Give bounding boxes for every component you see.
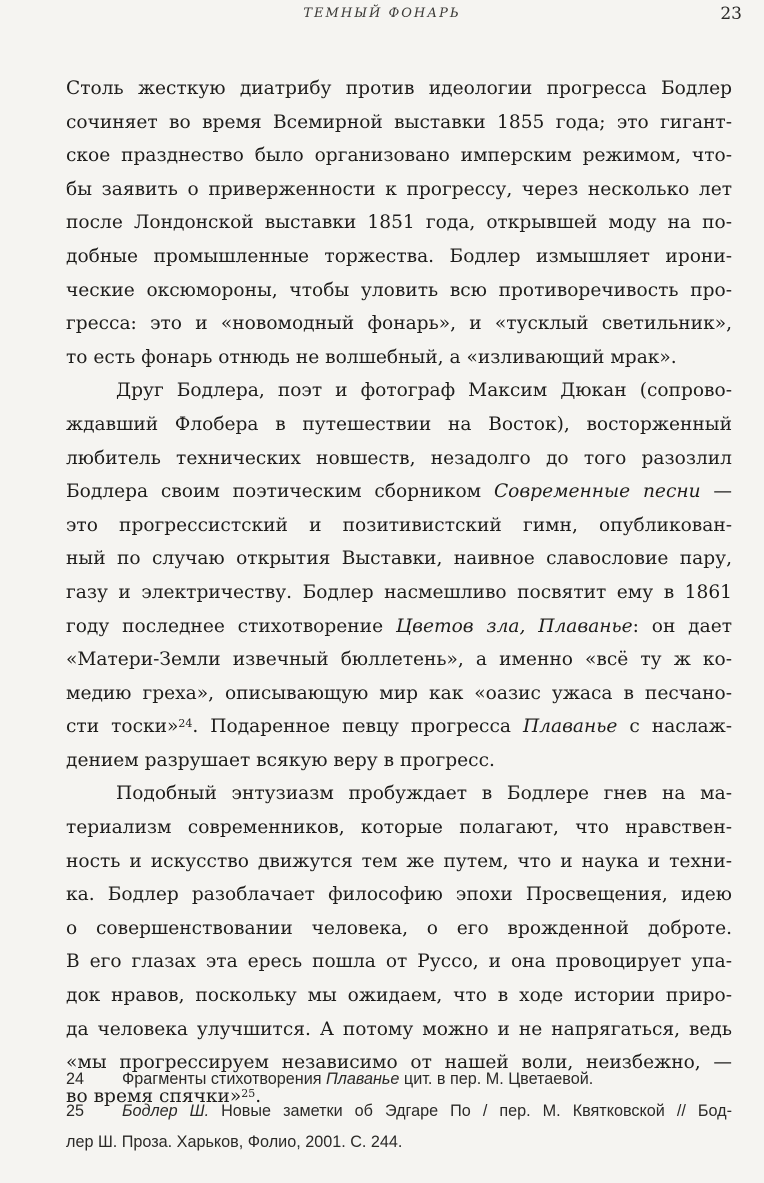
text-run: ское празднество было организовано имперским режимом, что-: [66, 145, 732, 167]
text-line: [66, 1013, 732, 1047]
text-line: [66, 274, 732, 308]
text-run: во время спячки»: [66, 1085, 242, 1107]
text-line: [66, 677, 732, 711]
text-run: териализм современников, которые полагают, что нравствен-: [66, 817, 732, 839]
footnote-number: 24: [66, 1070, 85, 1088]
text-line: [66, 442, 732, 476]
text-line: [66, 610, 732, 644]
text-run: да человека улучшится. А потому можно и не напрягаться, ведь: [66, 1018, 732, 1040]
text-run: лер Ш. Проза. Харьков, Фолио, 2001. С. 244.: [66, 1133, 403, 1151]
text-line: [66, 777, 732, 811]
text-run: Друг Бодлера, поэт и фотограф Максим Дюкан (сопрово-: [116, 380, 732, 402]
text-run: Новые заметки об Эдгаре По / пер. М. Квятковской // Бод-: [209, 1101, 732, 1120]
text-line: [66, 643, 732, 677]
text-run: после Лондонской выставки 1851 года, открывшей моду на по-: [66, 212, 732, 234]
text-run: ный по случаю открытия Выставки, наивное славословие пару,: [66, 548, 732, 570]
text-run: цит. в пер. М. Цветаевой.: [399, 1070, 594, 1088]
text-run: то есть фонарь отнюдь не волшебный, а «изливающий мрак».: [66, 346, 677, 368]
text-line: [66, 240, 732, 274]
text-run: ка. Бодлер разоблачает философию эпохи Просвещения, идею: [66, 884, 732, 906]
text-run: медию греха», описывающую мир как «оазис ужаса в песчано-: [66, 682, 732, 704]
footnote-line: [66, 1064, 732, 1096]
footnote: [66, 1096, 732, 1159]
text-line: [66, 475, 732, 509]
text-run: дением разрушает всякую веру в прогресс.: [66, 749, 495, 771]
text-run: любитель технических новшеств, незадолго до того разозлил: [66, 447, 732, 469]
text-run: Бодлера своим поэтическим сборником: [66, 481, 494, 503]
footnote: [66, 1064, 732, 1096]
text-run: ческие оксюмороны, чтобы уловить всю противоречивость про-: [66, 279, 732, 301]
italic-text: Современные песни: [493, 481, 701, 503]
footnote-reference[interactable]: 24: [178, 717, 193, 731]
italic-text: Плаванье: [326, 1070, 400, 1088]
text-line: [66, 542, 732, 576]
text-run: о совершенствовании человека, о его врожденной доброте.: [66, 917, 732, 939]
footnote-reference[interactable]: 25: [241, 1086, 256, 1100]
footnote-number: 25: [66, 1101, 85, 1120]
text-run: Подобный энтузиазм пробуждает в Бодлере гнев на ма-: [116, 783, 732, 805]
paragraph: [66, 374, 732, 777]
text-run: —: [700, 481, 732, 503]
italic-text: Цветов зла, Плаванье: [395, 615, 633, 637]
text-line: [66, 206, 732, 240]
text-run: док нравов, поскольку мы ожидаем, что в ходе истории приро-: [66, 985, 732, 1007]
footnotes: [66, 1064, 732, 1159]
text-run: бы заявить о приверженности к прогрессу, через несколько лет: [66, 178, 732, 200]
text-line: [66, 72, 732, 106]
text-run: году последнее стихотворение: [66, 615, 396, 637]
text-run: : он дает: [632, 615, 732, 637]
text-run: .: [255, 1085, 262, 1107]
text-line: [66, 173, 732, 207]
text-line: [66, 374, 732, 408]
text-run: ность и искусство движутся тем же путем, что и наука и техни-: [66, 850, 732, 872]
text-run: добные промышленные торжества. Бодлер измышляет ирони-: [66, 245, 732, 267]
text-line: [66, 408, 732, 442]
text-run: газу и электричеству. Бодлер насмешливо посвятит ему в 1861: [66, 581, 732, 603]
footnote-line: [66, 1096, 732, 1128]
text-run: «Матери-Земли извечный бюллетень», а именно «всё ту ж ко-: [66, 649, 732, 671]
body-text: [66, 72, 732, 1113]
italic-text: Плаванье: [522, 716, 618, 738]
text-line: [66, 744, 732, 778]
text-line: [66, 979, 732, 1013]
text-run: сти тоски»: [66, 716, 179, 738]
text-line: [66, 878, 732, 912]
text-run: гресса: это и «новомодный фонарь», и «тусклый светильник»,: [66, 313, 732, 335]
running-title: ТЕМНЫЙ ФОНАРЬ: [303, 6, 461, 21]
text-run: В его глазах эта ересь пошла от Руссо, и она провоцирует упа-: [66, 951, 732, 973]
text-line: [66, 710, 732, 744]
text-run: . Подаренное певцу прогресса: [192, 716, 523, 738]
text-run: сочиняет во время Всемирной выставки 1855 года; это гигант-: [66, 111, 732, 133]
text-line: [66, 307, 732, 341]
text-run: Фрагменты стихотворения: [122, 1070, 327, 1088]
text-run: Столь жесткую диатрибу против идеологии прогресса Бодлер: [66, 78, 732, 99]
paragraph: [66, 72, 732, 374]
italic-text: Бодлер Ш.: [122, 1101, 210, 1120]
text-run: «мы прогрессируем независимо от нашей воли, неизбежно, —: [66, 1052, 732, 1074]
text-line: [66, 509, 732, 543]
text-run: с наслаж-: [617, 716, 732, 738]
text-run: это прогрессистский и позитивистский гимн, опубликован-: [66, 514, 732, 536]
text-line: [66, 106, 732, 140]
text-line: [66, 576, 732, 610]
footnote-line: [66, 1127, 732, 1159]
text-run: ждавший Флобера в путешествии на Восток), восторженный: [66, 413, 732, 435]
text-line: [66, 341, 732, 375]
text-line: [66, 845, 732, 879]
text-line: [66, 945, 732, 979]
text-line: [66, 811, 732, 845]
running-head: [0, 6, 764, 28]
text-line: [66, 139, 732, 173]
text-line: [66, 912, 732, 946]
page-number: 23: [720, 4, 742, 24]
